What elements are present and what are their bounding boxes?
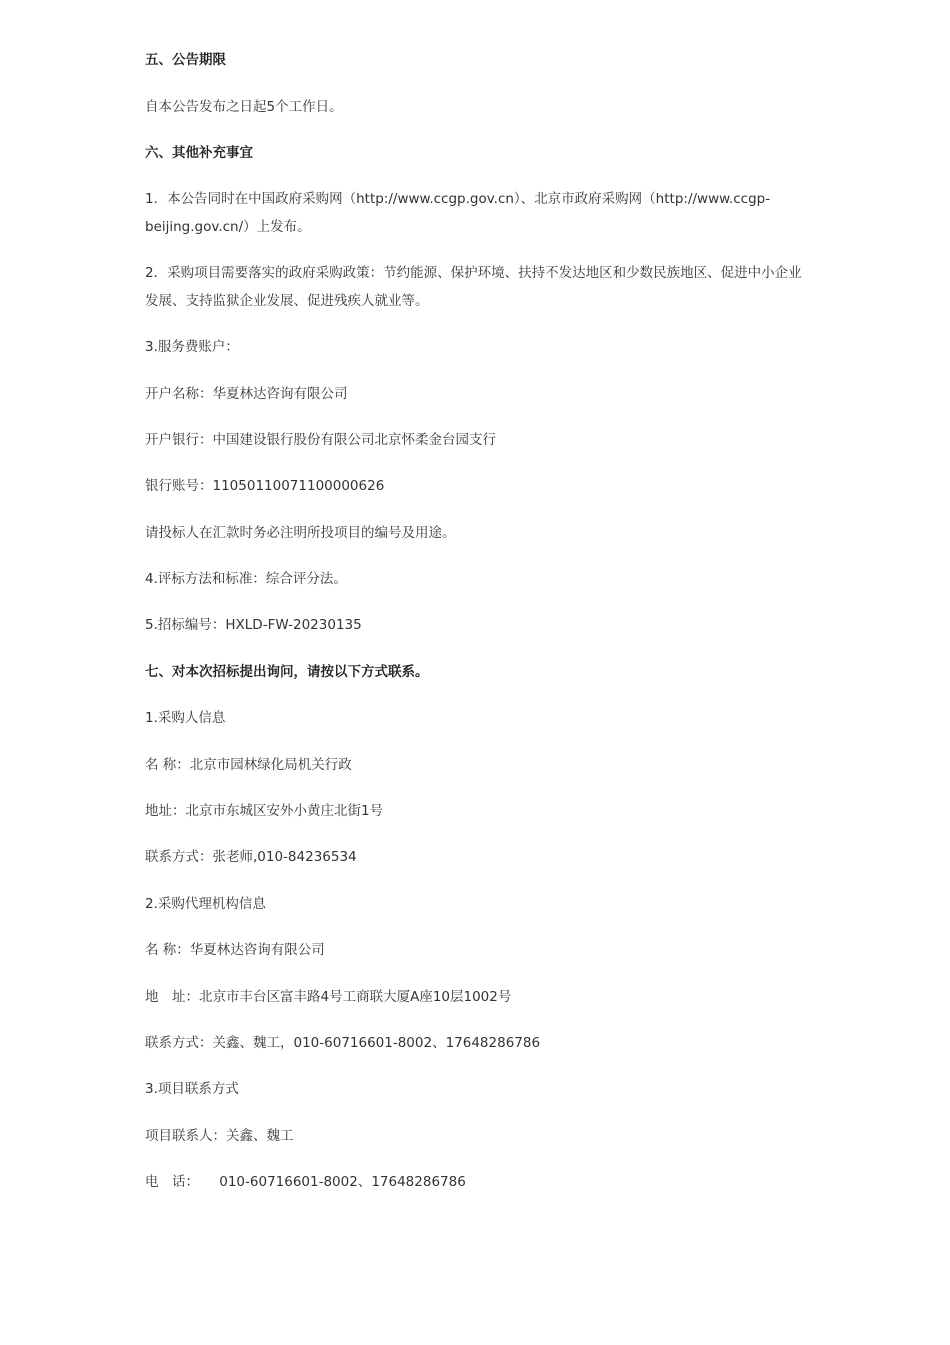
account-name: 开户名称：华夏林达咨询有限公司 bbox=[145, 386, 348, 402]
project-contact-person: 项目联系人：关鑫、魏工 bbox=[145, 1128, 294, 1144]
section6-item4: 4.评标方法和标准：综合评分法。 bbox=[145, 571, 347, 587]
section6-item2-line1: 2．采购项目需要落实的政府采购政策：节约能源、保护环境、扶持不发达地区和少数民族地区、促进中小企业 bbox=[145, 265, 802, 281]
section6-item1-line1: 1．本公告同时在中国政府采购网（http://www.ccgp.gov.cn）、北京市政府采购网（http://www.ccgp- bbox=[145, 191, 771, 207]
section6-item1-line2: beijing.gov.cn/）上发布。 bbox=[145, 219, 311, 235]
section5-heading: 五、公告期限 bbox=[145, 52, 226, 68]
purchaser-title: 1.采购人信息 bbox=[145, 710, 226, 726]
purchaser-name: 名 称：北京市园林绿化局机关行政 bbox=[145, 757, 352, 773]
section6-heading: 六、其他补充事宜 bbox=[145, 145, 253, 161]
section6-item3: 3.服务费账户： bbox=[145, 339, 239, 355]
agency-contact: 联系方式：关鑫、魏工，010-60716601-8002、17648286786 bbox=[145, 1035, 541, 1051]
agency-title: 2.采购代理机构信息 bbox=[145, 896, 266, 912]
purchaser-address: 地址：北京市东城区安外小黄庄北街1号 bbox=[145, 803, 384, 819]
account-number: 银行账号：11050110071100000626 bbox=[145, 478, 385, 494]
account-bank: 开户银行：中国建设银行股份有限公司北京怀柔金台园支行 bbox=[145, 432, 496, 448]
project-title: 3.项目联系方式 bbox=[145, 1081, 239, 1097]
section6-item5: 5.招标编号：HXLD-FW-20230135 bbox=[145, 617, 362, 633]
section7-heading: 七、对本次招标提出询问，请按以下方式联系。 bbox=[145, 664, 429, 680]
agency-name: 名 称：华夏林达咨询有限公司 bbox=[145, 942, 325, 958]
purchaser-contact: 联系方式：张老师,010-84236534 bbox=[145, 849, 357, 865]
section5-text: 自本公告发布之日起5个工作日。 bbox=[145, 99, 343, 115]
section6-item2-line2: 发展、支持监狱企业发展、促进残疾人就业等。 bbox=[145, 293, 429, 309]
project-phone: 电 话： 010-60716601-8002、17648286786 bbox=[145, 1174, 466, 1190]
remit-note: 请投标人在汇款时务必注明所投项目的编号及用途。 bbox=[145, 525, 456, 541]
agency-address: 地 址：北京市丰台区富丰路4号工商联大厦A座10层1002号 bbox=[145, 989, 512, 1005]
